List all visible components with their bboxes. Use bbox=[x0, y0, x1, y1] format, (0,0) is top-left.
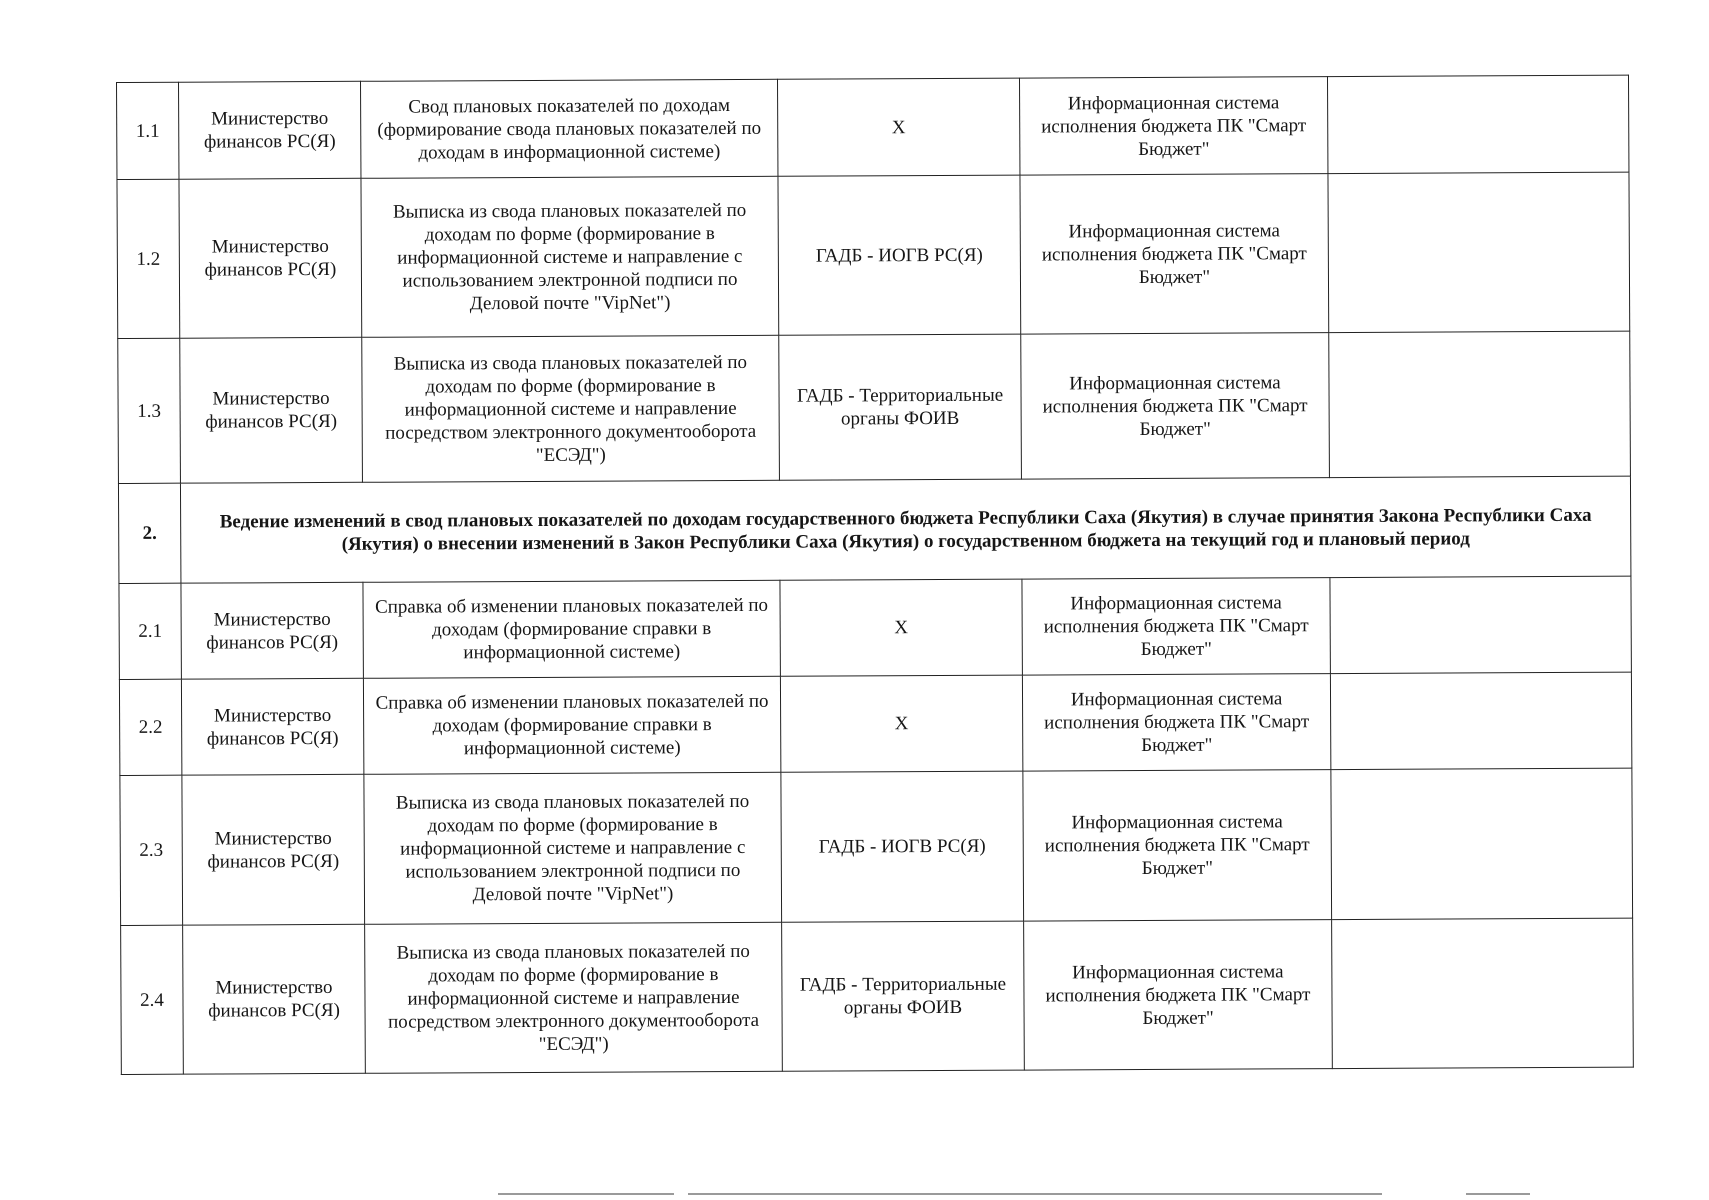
information-system: Информационная система исполнения бюджета ПК "Смарт Бюджет" bbox=[1024, 920, 1333, 1071]
row-number: 2.1 bbox=[119, 583, 181, 679]
document-description: Выписка из свода плановых показателей по доходам по форме (формирование в информационной системе и направление с использованием электронной подписи по Деловой почте "VipNet") bbox=[361, 176, 779, 337]
table-row bbox=[117, 75, 1629, 179]
table-row bbox=[120, 768, 1633, 925]
recipient: Х bbox=[780, 675, 1022, 772]
responsible-org: Министерство финансов РС(Я) bbox=[183, 924, 366, 1074]
row-number: 2.4 bbox=[121, 925, 184, 1074]
information-system: Информационная система исполнения бюджета ПК "Смарт Бюджет" bbox=[1023, 770, 1332, 922]
information-system: Информационная система исполнения бюджета ПК "Смарт Бюджет" bbox=[1022, 578, 1330, 676]
row-number: 2.3 bbox=[120, 775, 183, 925]
scan-edge-line bbox=[688, 1193, 1382, 1195]
recipient: ГАДБ - ИОГВ РС(Я) bbox=[781, 771, 1024, 922]
note-cell bbox=[1330, 576, 1631, 673]
responsible-org: Министерство финансов РС(Я) bbox=[181, 678, 363, 775]
table-row bbox=[119, 576, 1631, 679]
responsible-org: Министерство финансов РС(Я) bbox=[181, 582, 363, 679]
section-header-row bbox=[118, 476, 1630, 583]
responsible-org: Министерство финансов РС(Я) bbox=[182, 774, 365, 925]
section-number: 2. bbox=[118, 483, 180, 583]
document-description: Выписка из свода плановых показателей по доходам по форме (формирование в информационной системе и направление с использованием электронной подписи по Деловой почте "VipNet") bbox=[364, 772, 782, 924]
table-row bbox=[119, 672, 1631, 775]
recipient: ГАДБ - Территориальные органы ФОИВ bbox=[782, 921, 1025, 1071]
scan-edge-line bbox=[498, 1193, 674, 1195]
note-cell bbox=[1332, 918, 1634, 1068]
information-system: Информационная система исполнения бюджета ПК "Смарт Бюджет" bbox=[1022, 674, 1330, 772]
section-title: Ведение изменений в свод плановых показателей по доходам государственного бюджета Республики Саха (Якутия) в случае принятия Закона Республики Саха (Якутия) о внесении изменений в Закон Республики Саха (Якутия) о государственном бюджета на текущий год и плановый период bbox=[180, 476, 1630, 583]
document-description: Выписка из свода плановых показателей по доходам по форме (формирование в информационной системе и направление посредством электронного документооборота "ЕСЭД") bbox=[362, 335, 780, 482]
row-number: 1.3 bbox=[118, 338, 181, 483]
note-cell bbox=[1327, 75, 1628, 173]
table-row bbox=[118, 331, 1631, 483]
table-row bbox=[121, 918, 1634, 1074]
table-row bbox=[117, 172, 1630, 338]
row-number: 1.2 bbox=[117, 179, 180, 338]
recipient: ГАДБ - ИОГВ РС(Я) bbox=[778, 175, 1021, 335]
document-description: Справка об изменении плановых показателей по доходам (формирование справки в информационной системе) bbox=[363, 580, 780, 678]
responsible-org: Министерство финансов РС(Я) bbox=[179, 178, 362, 338]
note-cell bbox=[1329, 331, 1631, 477]
note-cell bbox=[1328, 172, 1630, 332]
responsible-org: Министерство финансов РС(Я) bbox=[179, 81, 361, 179]
recipient: ГАДБ - Территориальные органы ФОИВ bbox=[779, 334, 1022, 480]
information-system: Информационная система исполнения бюджета ПК "Смарт Бюджет" bbox=[1020, 174, 1329, 335]
procedure-table bbox=[116, 75, 1634, 1075]
row-number: 1.1 bbox=[117, 82, 179, 179]
recipient: Х bbox=[780, 579, 1022, 676]
note-cell bbox=[1331, 768, 1633, 919]
information-system: Информационная система исполнения бюджета ПК "Смарт Бюджет" bbox=[1019, 77, 1327, 176]
document-description: Справка об изменении плановых показателей по доходам (формирование справки в информационной системе) bbox=[363, 676, 780, 774]
note-cell bbox=[1330, 672, 1631, 769]
recipient: Х bbox=[777, 78, 1019, 176]
information-system: Информационная система исполнения бюджета ПК "Смарт Бюджет" bbox=[1021, 333, 1330, 480]
document-description: Свод плановых показателей по доходам (формирование свода плановых показателей по доходам в информационной системе) bbox=[360, 79, 777, 178]
row-number: 2.2 bbox=[119, 679, 181, 775]
responsible-org: Министерство финансов РС(Я) bbox=[180, 337, 363, 483]
document-description: Выписка из свода плановых показателей по доходам по форме (формирование в информационной системе и направление посредством электронного документооборота "ЕСЭД") bbox=[365, 922, 783, 1073]
scan-edge-line bbox=[1466, 1193, 1530, 1195]
